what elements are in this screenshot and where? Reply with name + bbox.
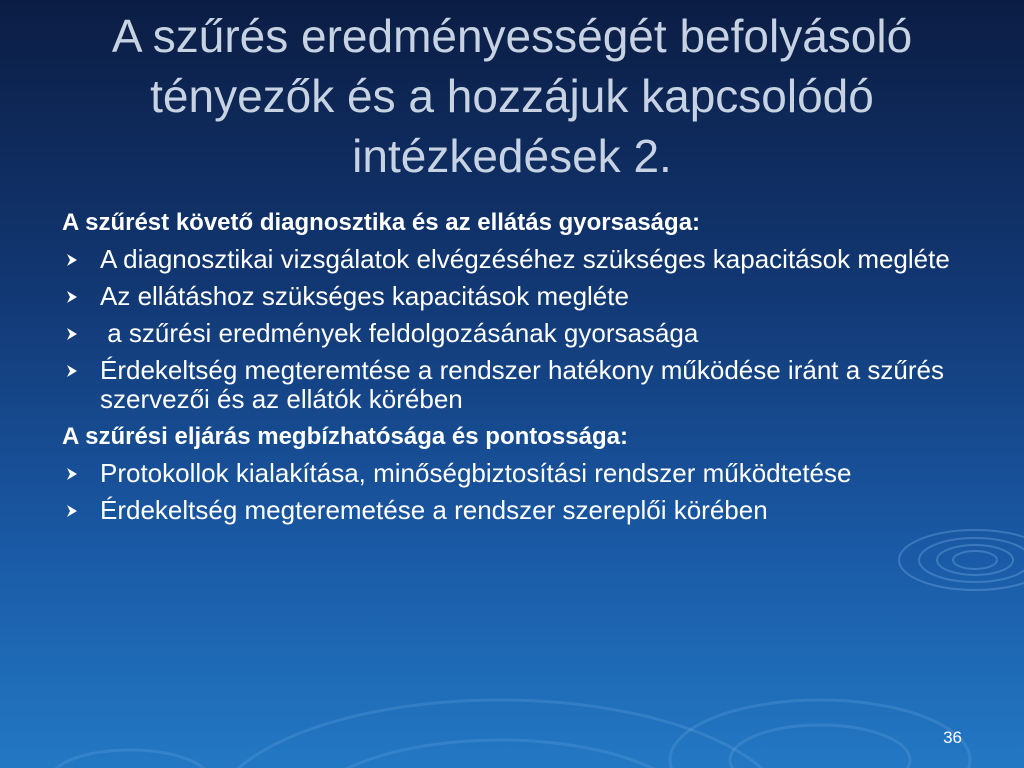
page-number: 36 (943, 728, 962, 747)
bullet-item (62, 282, 982, 311)
bullet-item (62, 356, 982, 414)
bullet-text: Az ellátáshoz szükséges kapacitások megléte (100, 281, 629, 311)
bullet-text: a szűrési eredmények feldolgozásának gyorsasága (100, 318, 699, 348)
slide-title: A szűrés eredményességét befolyásoló tényezők és a hozzájuk kapcsolódó intézkedések 2. (111, 10, 913, 182)
arrow-bullet-icon (65, 364, 79, 378)
arrow-bullet-icon (65, 327, 79, 341)
bullet-item (62, 319, 982, 348)
arrow-bullet-icon (65, 467, 79, 481)
arrow-bullet-icon (65, 253, 79, 267)
section-heading-diagnostics: A szűrést követő diagnosztika és az ellátás gyorsasága: (62, 209, 701, 236)
section-heading-reliability: A szűrési eljárás megbízhatósága és pontossága: (62, 423, 628, 450)
slide-content (62, 208, 982, 533)
bullet-item (62, 459, 982, 488)
arrow-bullet-icon (65, 504, 79, 518)
bullet-text: Érdekeltség megteremtése a rendszer hatékony működése iránt a szűrés szervezői és az ellátók körében (100, 355, 944, 414)
arrow-bullet-icon (65, 290, 79, 304)
bullet-text: Protokollok kialakítása, minőségbiztosítási rendszer működtetése (100, 458, 852, 488)
bullet-item (62, 496, 982, 525)
bullet-text: Érdekeltség megteremetése a rendszer szereplői körében (100, 495, 768, 525)
bullet-item (62, 245, 982, 274)
bullet-text: A diagnosztikai vizsgálatok elvégzéséhez szükséges kapacitások megléte (100, 244, 950, 274)
